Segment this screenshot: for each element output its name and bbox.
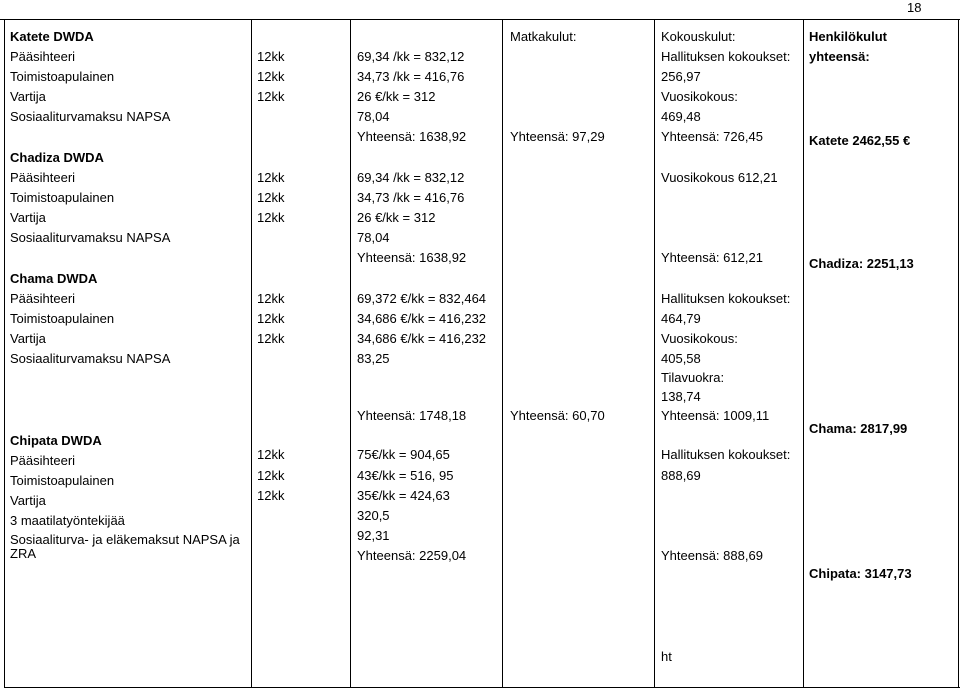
- row-amount: 320,5: [357, 508, 390, 523]
- row-kk: 12kk: [257, 170, 285, 185]
- row-label: Vartija: [10, 331, 46, 346]
- row-kk: 12kk: [257, 488, 285, 503]
- grid-line: [654, 19, 655, 688]
- header-henkilokulut: Henkilökulut: [809, 29, 888, 44]
- row-kk: 12kk: [257, 190, 285, 205]
- grid-line: [4, 19, 5, 688]
- row-amount: 69,372 €/kk = 832,464: [357, 291, 487, 306]
- grid-line: [803, 19, 804, 688]
- row-amount: 78,04: [357, 230, 390, 245]
- meetings-total: Yhteensä: 888,69: [661, 548, 763, 563]
- row-label: Sosiaaliturva- ja eläkemaksut NAPSA ja ZRA: [10, 532, 240, 561]
- row-amount: 34,686 €/kk = 416,232: [357, 331, 487, 346]
- row-amount: 75€/kk = 904,65: [357, 447, 450, 462]
- meeting-line: 464,79: [661, 311, 701, 326]
- staff-total: Yhteensä: 1638,92: [357, 129, 467, 144]
- row-label: Pääsihteeri: [10, 49, 76, 64]
- meeting-line: Hallituksen kokoukset:: [661, 49, 791, 64]
- header-yhteensa: yhteensä:: [809, 49, 870, 64]
- row-kk: 12kk: [257, 468, 285, 483]
- meetings-total: Yhteensä: 1009,11: [661, 408, 770, 423]
- meeting-line: Vuosikokous:: [661, 89, 738, 104]
- row-amount: 26 €/kk = 312: [357, 89, 436, 104]
- row-amount: 26 €/kk = 312: [357, 210, 436, 225]
- grid-line: [958, 19, 959, 688]
- meetings-total: Yhteensä: 612,21: [661, 250, 763, 265]
- row-label: Sosiaaliturvamaksu NAPSA: [10, 230, 171, 245]
- grid-line: [251, 19, 252, 688]
- meeting-line: Hallituksen kokoukset:: [661, 291, 791, 306]
- meeting-line: Hallituksen kokoukset:: [661, 447, 791, 462]
- row-label: Toimistoapulainen: [10, 190, 115, 205]
- meeting-line: 138,74: [661, 389, 701, 404]
- row-kk: 12kk: [257, 311, 285, 326]
- section-title-katete: Katete DWDA: [10, 29, 94, 44]
- row-amount: 92,31: [357, 528, 390, 543]
- grid-line: [502, 19, 503, 688]
- meeting-line: Tilavuokra:: [661, 370, 725, 385]
- travel-total: Yhteensä: 97,29: [510, 129, 605, 144]
- row-label: Pääsihteeri: [10, 170, 76, 185]
- section-title-chama: Chama DWDA: [10, 271, 98, 286]
- row-label: Vartija: [10, 89, 46, 104]
- row-label: 3 maatilatyöntekijää: [10, 513, 125, 528]
- row-label: Toimistoapulainen: [10, 69, 115, 84]
- grand-total-chama: Chama: 2817,99: [809, 421, 908, 436]
- row-amount: 69,34 /kk = 832,12: [357, 49, 465, 64]
- page-number: 18: [907, 0, 922, 15]
- grid-line: [350, 19, 351, 688]
- row-amount: 83,25: [357, 351, 390, 366]
- section-title-chipata: Chipata DWDA: [10, 433, 102, 448]
- row-kk: 12kk: [257, 291, 285, 306]
- row-label: Vartija: [10, 210, 46, 225]
- row-label: Pääsihteeri: [10, 291, 76, 306]
- grand-total-chipata: Chipata: 3147,73: [809, 566, 912, 581]
- staff-total: Yhteensä: 1638,92: [357, 250, 467, 265]
- travel-total: Yhteensä: 60,70: [510, 408, 605, 423]
- grand-total-chadiza: Chadiza: 2251,13: [809, 256, 914, 271]
- meeting-line: Vuosikokous:: [661, 331, 738, 346]
- row-amount: 34,73 /kk = 416,76: [357, 69, 465, 84]
- grand-total-katete: Katete 2462,55 €: [809, 133, 911, 148]
- row-kk: 12kk: [257, 447, 285, 462]
- meeting-line: 888,69: [661, 468, 701, 483]
- staff-total: Yhteensä: 1748,18: [357, 408, 467, 423]
- row-label: Sosiaaliturvamaksu NAPSA: [10, 109, 171, 124]
- section-title-chadiza: Chadiza DWDA: [10, 150, 104, 165]
- row-amount: 34,73 /kk = 416,76: [357, 190, 465, 205]
- meetings-total: Yhteensä: 726,45: [661, 129, 763, 144]
- row-kk: 12kk: [257, 89, 285, 104]
- row-amount: 43€/kk = 516, 95: [357, 468, 454, 483]
- row-amount: 34,686 €/kk = 416,232: [357, 311, 487, 326]
- table-top-border: [0, 19, 960, 20]
- row-kk: 12kk: [257, 210, 285, 225]
- header-matkakulut: Matkakulut:: [510, 29, 577, 44]
- meeting-line: 405,58: [661, 351, 701, 366]
- header-kokouskulut: Kokouskulut:: [661, 29, 736, 44]
- staff-total: Yhteensä: 2259,04: [357, 548, 467, 563]
- footer-text: ht: [661, 649, 672, 664]
- row-amount: 35€/kk = 424,63: [357, 488, 450, 503]
- row-label: Sosiaaliturvamaksu NAPSA: [10, 351, 171, 366]
- row-label: Toimistoapulainen: [10, 473, 115, 488]
- meeting-line: 256,97: [661, 69, 701, 84]
- row-label: Toimistoapulainen: [10, 311, 115, 326]
- row-label: Vartija: [10, 493, 46, 508]
- row-label: Pääsihteeri: [10, 453, 76, 468]
- meeting-line: Vuosikokous 612,21: [661, 170, 778, 185]
- row-amount: 69,34 /kk = 832,12: [357, 170, 465, 185]
- row-amount: 78,04: [357, 109, 390, 124]
- meeting-line: 469,48: [661, 109, 701, 124]
- row-kk: 12kk: [257, 331, 285, 346]
- row-kk: 12kk: [257, 49, 285, 64]
- row-kk: 12kk: [257, 69, 285, 84]
